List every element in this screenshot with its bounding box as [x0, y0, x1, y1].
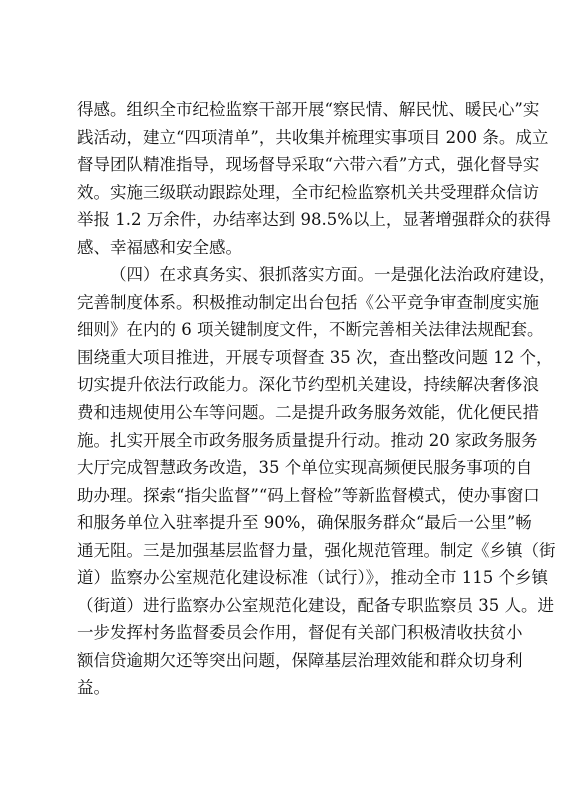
text-line: 举报 1.2 万余件，办结率达到 98.5%以上，显著增强群众的获得 — [77, 210, 551, 230]
text-line: 感、幸福感和安全感。 — [77, 237, 242, 257]
text-line: 施。扎实开展全市政务服务质量提升行动。推动 20 家政务服务 — [77, 430, 538, 450]
text-line: 益。 — [77, 678, 110, 698]
text-line: 围绕重大项目推进，开展专项督查 35 次，查出整改问题 12 个， — [77, 347, 553, 367]
text-line: 得感。组织全市纪检监察干部开展“察民情、解民忧、暖民心”实 — [77, 100, 540, 119]
text-line: 大厅完成智慧政务改造，35 个单位实现高频便民服务事项的自 — [77, 458, 533, 478]
text-line: 道）监察办公室规范化建设标准（试行）》，推动全市 115 个乡镇 — [77, 568, 548, 588]
text-line: 助办理。探索“指尖监督”“码上督检”等新监督模式，使办事窗口 — [77, 485, 540, 505]
text-line: 效。实施三级联动跟踪处理，全市纪检监察机关共受理群众信访 — [77, 182, 539, 202]
text-line: 和服务单位入驻率提升至 90%，确保服务群众“最后一公里”畅 — [77, 513, 532, 533]
section-heading-line: （四）在求真务实、狠抓落实方面。一是强化法治政府建设， — [110, 265, 556, 285]
body-text — [77, 96, 556, 702]
text-line: 践活动，建立“四项清单”，共收集并梳理实事项目 200 条。成立 — [77, 127, 549, 147]
text-line: 督导团队精准指导，现场督导采取“六带六看”方式，强化督导实 — [77, 155, 540, 175]
text-line: （街道）进行监察办公室规范化建设，配备专职监察员 35 人。进 — [77, 595, 554, 615]
text-line: 通无阻。三是加强基层监督力量，强化规范管理。制定《乡镇（街 — [77, 540, 556, 560]
text-line: 费和违规使用公车等问题。二是提升政务服务效能，优化便民措 — [77, 403, 539, 423]
text-line: 额信贷逾期欠还等突出问题，保障基层治理效能和群众切身利 — [77, 650, 523, 670]
text-line: 细则》在内的 6 项关键制度文件，不断完善相关法律法规配套。 — [77, 320, 544, 340]
text-line: 切实提升依法行政能力。深化节约型机关建设，持续解决奢侈浪 — [77, 375, 539, 395]
text-line: 完善制度体系。积极推动制定出台包括《公平竞争审查制度实施 — [77, 292, 539, 312]
text-line: 一步发挥村务监督委员会作用，督促有关部门积极清收扶贫小 — [77, 623, 523, 643]
